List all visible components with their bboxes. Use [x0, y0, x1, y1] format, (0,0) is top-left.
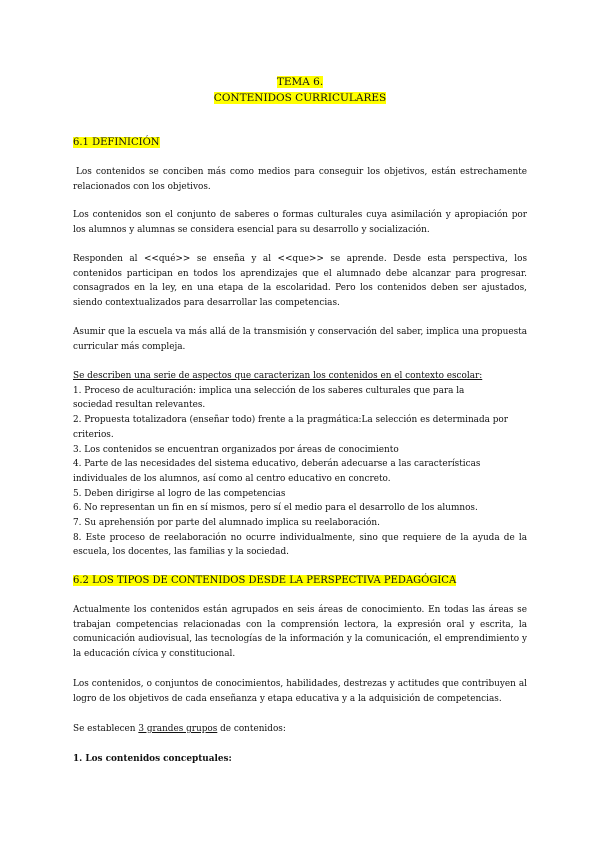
section1-paragraph-2: Los contenidos son el conjunto de saberes o formas culturales cuya asimilación y apropiación por los alumnos y alumnas se considera esencial para su desarrollo y socialización. — [73, 210, 527, 235]
list-item: 8. Este proceso de reelaboración no ocurre individualmente, sino que requiere de la ayuda de la escuela, los docentes, las familias y la sociedad. — [73, 532, 527, 558]
tema-label: TEMA 6. — [276, 76, 324, 88]
list-item: 5. Deben dirigirse al logro de las competencias — [73, 488, 286, 499]
list-item: 2. Propuesta totalizadora (enseñar todo) frente a la pragmática:La selección es determinada por — [73, 415, 509, 426]
section2-paragraph-3 — [73, 722, 527, 737]
section1-paragraph-3: Responden al <<qué>> se enseña y al <<que>> se aprende. Desde esta perspectiva, los contenidos participan en todos los aprendizajes que el alumnado debe alcanzar para progresar. consagrados en la ley, en una etapa de la escolaridad. Pero los contenidos deben ser ajustados, siendo contextualizados para desarrollar las competencias. — [73, 254, 527, 309]
list-item: criterios. — [73, 429, 114, 440]
section1-heading: 6.1 DEFINICIÓN — [73, 137, 160, 148]
section2-paragraph-1: Actualmente los contenidos están agrupados en seis áreas de conocimiento. En todas las áreas se trabajan competencias relacionadas con la comprensión lectora, la expresión oral y escrita, la comunicación audiovisual, las tecnologías de la información y la comunicación, el emprendimiento y la educación cívica y constitucional. — [73, 605, 527, 660]
document-header — [0, 74, 600, 106]
document-title: CONTENIDOS CURRICULARES — [213, 92, 387, 104]
section2-heading-row — [73, 574, 527, 588]
section2-heading: 6.2 LOS TIPOS DE CONTENIDOS DESDE LA PERSPECTIVA PEDAGÓGICA — [73, 575, 457, 586]
section1-paragraph-4: Asumir que la escuela va más allá de la transmisión y conservación del saber, implica una propuesta curricular más compleja. — [73, 327, 527, 352]
list-intro: Se describen una serie de aspectos que caracterizan los contenidos en el contexto escolar: — [73, 371, 483, 381]
list-item: 6. No representan un fin en sí mismos, pero sí el medio para el desarrollo de los alumnos. — [73, 503, 478, 514]
list-item: 1. Proceso de aculturación: implica una selección de los saberes culturales que para la — [73, 385, 465, 396]
groups-text-underlined: 3 grandes grupos — [138, 724, 218, 734]
groups-text-before: Se establecen — [73, 724, 139, 734]
section1-heading-row — [73, 136, 527, 150]
list-item: individuales de los alumnos, así como al centro educativo en concreto. — [73, 473, 391, 484]
section1-paragraph-1: Los contenidos se conciben más como medios para conseguir los objetivos, están estrechamente relacionados con los objetivos. — [73, 167, 527, 192]
list-item: 4. Parte de las necesidades del sistema educativo, deberán adecuarse a las características — [73, 459, 481, 470]
groups-text-after: de contenidos: — [217, 724, 286, 734]
list-item: 3. Los contenidos se encuentran organizados por áreas de conocimiento — [73, 444, 399, 455]
list-item: 7. Su aprehensión por parte del alumnado implica su reelaboración. — [73, 518, 380, 529]
section2-paragraph-2: Los contenidos, o conjuntos de conocimientos, habilidades, destrezas y actitudes que contribuyen al logro de los objetivos de cada enseñanza y etapa educativa y a la adquisición de competencias. — [73, 679, 527, 704]
subheading-conceptual: 1. Los contenidos conceptuales: — [73, 754, 232, 764]
characteristics-list — [73, 369, 527, 560]
list-item: sociedad resultan relevantes. — [73, 400, 206, 411]
